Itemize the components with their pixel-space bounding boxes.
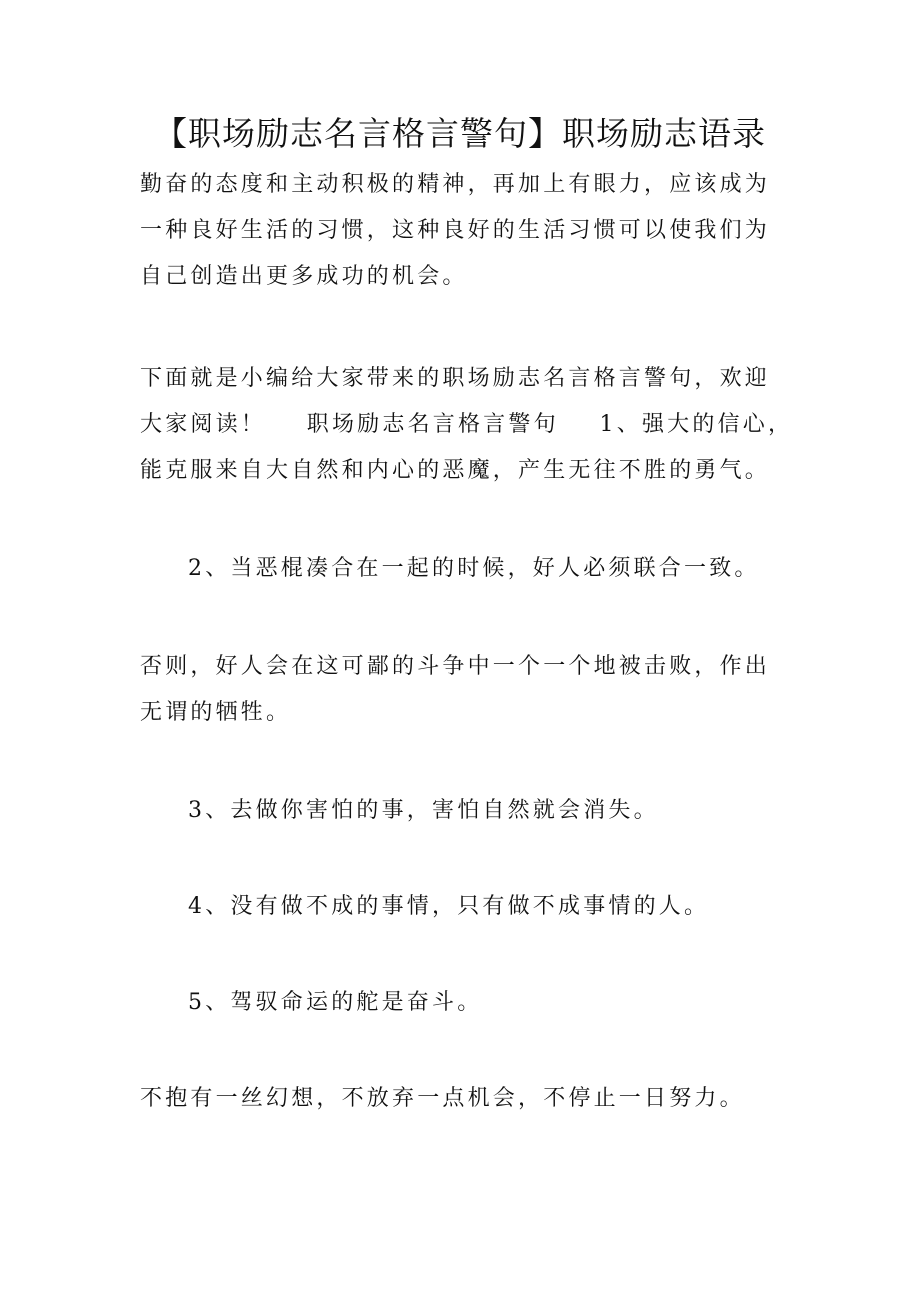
text-line: 一种良好生活的习惯，这种良好的生活习惯可以使我们为 — [140, 218, 771, 243]
text-line: 下面就是小编给大家带来的职场励志名言格言警句，欢迎 — [140, 366, 771, 391]
document-title: 【职场励志名言格言警句】职场励志语录 — [154, 114, 766, 153]
text-line: 2、当恶棍凑合在一起的时候，好人必须联合一致。 — [188, 556, 760, 581]
text-line: 大家阅读！ 职场励志名言格言警句 1、强大的信心， — [140, 412, 794, 437]
text-line: 无谓的牺牲。 — [140, 700, 292, 725]
text-line: 自己创造出更多成功的机会。 — [140, 264, 468, 289]
text-line: 勤奋的态度和主动积极的精神，再加上有眼力，应该成为 — [140, 172, 771, 197]
text-line: 能克服来自大自然和内心的恶魔，产生无往不胜的勇气。 — [140, 458, 771, 483]
text-line: 3、去做你害怕的事，害怕自然就会消失。 — [188, 798, 659, 823]
text-line: 否则，好人会在这可鄙的斗争中一个一个地被击败，作出 — [140, 654, 771, 679]
text-line: 不抱有一丝幻想，不放弃一点机会，不停止一日努力。 — [140, 1086, 745, 1111]
text-line: 5、驾驭命运的舵是奋斗。 — [188, 990, 483, 1015]
text-line: 4、没有做不成的事情，只有做不成事情的人。 — [188, 894, 710, 919]
